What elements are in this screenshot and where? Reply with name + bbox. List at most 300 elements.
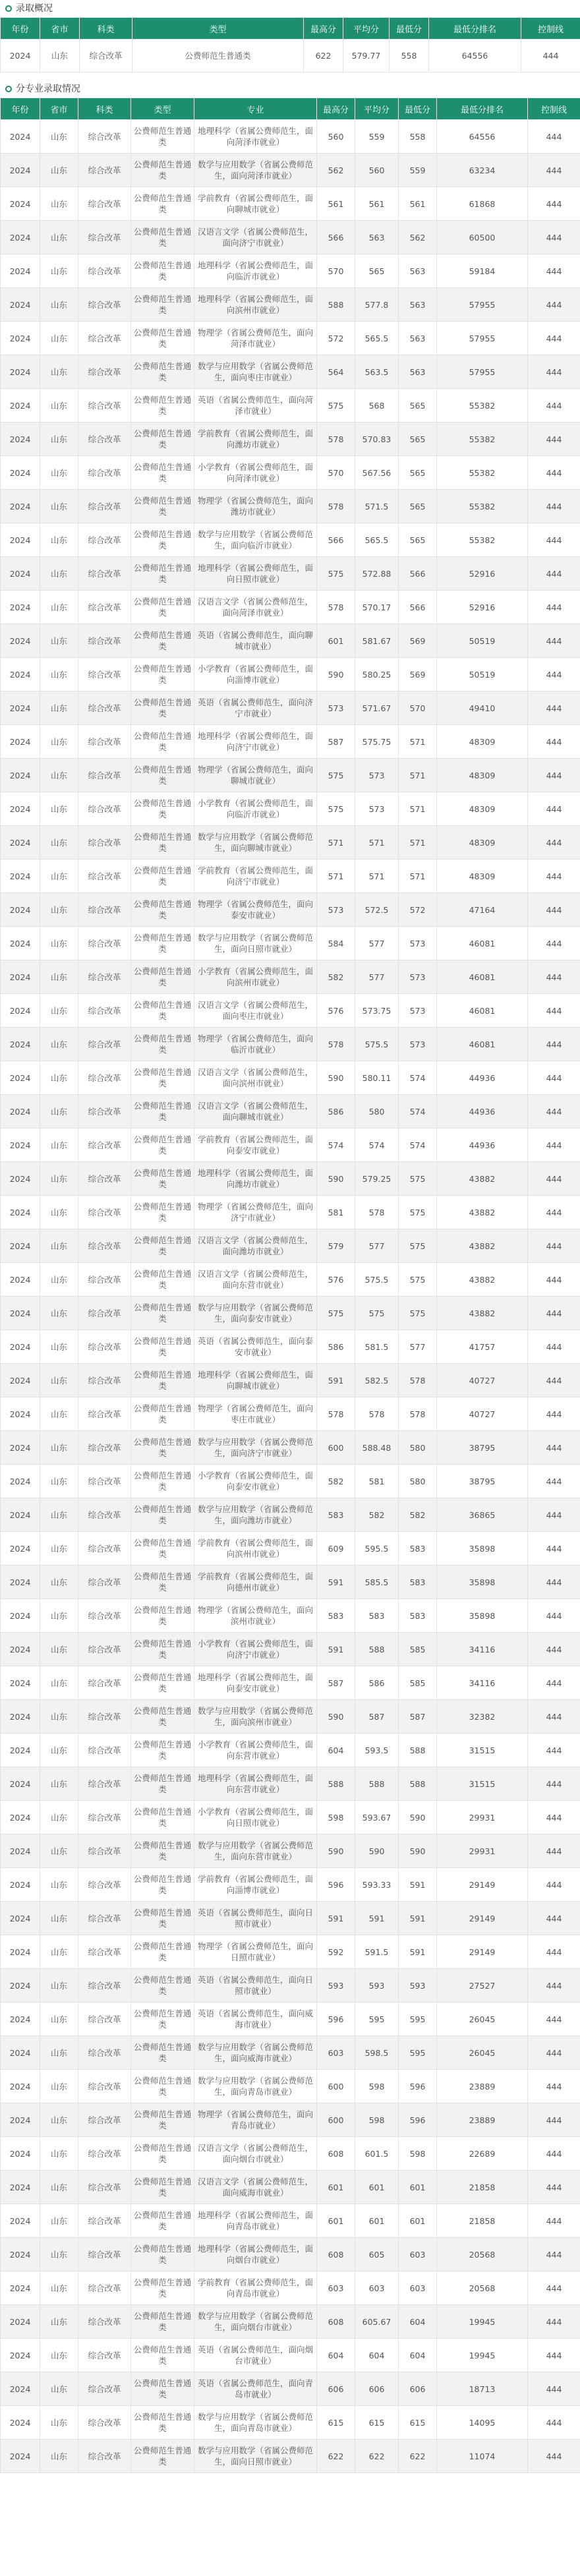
cell-max-score: 578 — [317, 1028, 355, 1061]
cell-control-line: 444 — [528, 322, 580, 355]
cell-major: 英语（省属公费师范生，面向青岛市就业） — [194, 2372, 317, 2406]
cell-province: 山东 — [40, 1196, 78, 1229]
cell-min-rank: 43882 — [437, 1263, 528, 1297]
cell-min-score: 573 — [399, 1028, 437, 1061]
cell-type: 公费师范生普通类 — [131, 2003, 194, 2036]
cell-major: 数学与应用数学（省属公费师范生，面向日照市就业） — [194, 2440, 317, 2473]
cell-min-rank: 29149 — [437, 1902, 528, 1935]
cell-type: 公费师范生普通类 — [131, 2305, 194, 2339]
cell-year: 2024 — [1, 826, 40, 860]
cell-min-rank: 57955 — [437, 355, 528, 389]
cell-min-rank: 55382 — [437, 523, 528, 557]
cell-min-score: 575 — [399, 1162, 437, 1196]
cell-province: 山东 — [40, 1128, 78, 1162]
cell-type: 公费师范生普通类 — [131, 456, 194, 490]
cell-major: 汉语言文学（省属公费师范生，面向潍坊市就业） — [194, 1229, 317, 1263]
table-row — [1, 826, 580, 860]
cell-max-score: 608 — [317, 2238, 355, 2271]
cell-major: 数学与应用数学（省属公费师范生，面向临沂市就业） — [194, 523, 317, 557]
cell-max-score: 566 — [317, 523, 355, 557]
cell-category: 综合改革 — [78, 120, 131, 154]
cell-major: 学前教育（省属公费师范生，面向聊城市就业） — [194, 187, 317, 221]
cell-avg-score: 563.5 — [355, 355, 399, 389]
cell-year: 2024 — [1, 1566, 40, 1599]
table-row — [1, 725, 580, 759]
table-row — [1, 2406, 580, 2440]
cell-min-score: 622 — [399, 2440, 437, 2473]
cell-major: 地理科学（省属公费师范生，面向临沂市就业） — [194, 254, 317, 288]
cell-province: 山东 — [40, 1599, 78, 1633]
cell-major: 数学与应用数学（省属公费师范生，面向烟台市就业） — [194, 2305, 317, 2339]
cell-category: 综合改革 — [78, 2305, 131, 2339]
cell-max-score: 584 — [317, 927, 355, 960]
cell-control-line: 444 — [528, 288, 580, 322]
cell-min-rank: 38795 — [437, 1431, 528, 1465]
cell-category: 综合改革 — [78, 389, 131, 423]
cell-max-score: 575 — [317, 1297, 355, 1330]
cell-type: 公费师范生普通类 — [131, 893, 194, 927]
cell-avg-score: 598.5 — [355, 2036, 399, 2070]
cell-max-score: 590 — [317, 658, 355, 691]
section-spacer — [0, 73, 580, 80]
column-header-province: 省市 — [40, 98, 78, 120]
cell-category: 综合改革 — [78, 1263, 131, 1297]
cell-year: 2024 — [1, 2238, 40, 2271]
cell-min-rank: 34116 — [437, 1633, 528, 1666]
cell-category: 综合改革 — [78, 322, 131, 355]
cell-type: 公费师范生普通类 — [131, 1868, 194, 1902]
column-header-category: 科类 — [78, 98, 131, 120]
table-row — [1, 221, 580, 254]
cell-major: 学前教育（省属公费师范生，面向淄博市就业） — [194, 1868, 317, 1902]
cell-category: 综合改革 — [78, 2036, 131, 2070]
cell-category: 综合改革 — [78, 221, 131, 254]
cell-min-score: 571 — [399, 725, 437, 759]
cell-year: 2024 — [1, 1633, 40, 1666]
cell-major: 学前教育（省属公费师范生，面向滨州市就业） — [194, 1532, 317, 1566]
cell-major: 地理科学（省属公费师范生，面向泰安市就业） — [194, 1666, 317, 1700]
cell-province: 山东 — [40, 40, 80, 73]
cell-year: 2024 — [1, 456, 40, 490]
cell-min-rank: 43882 — [437, 1297, 528, 1330]
cell-category: 综合改革 — [78, 1128, 131, 1162]
cell-min-score: 591 — [399, 1935, 437, 1969]
cell-control-line: 444 — [528, 1028, 580, 1061]
cell-type: 公费师范生普通类 — [131, 490, 194, 523]
cell-min-rank: 46081 — [437, 994, 528, 1028]
cell-control-line: 444 — [528, 221, 580, 254]
cell-type: 公费师范生普通类 — [131, 1465, 194, 1498]
cell-province: 山东 — [40, 1935, 78, 1969]
cell-category: 综合改革 — [78, 456, 131, 490]
cell-max-score: 622 — [304, 40, 343, 73]
cell-avg-score: 604 — [355, 2339, 399, 2372]
cell-min-score: 590 — [399, 1801, 437, 1834]
cell-province: 山东 — [40, 1801, 78, 1834]
cell-min-score: 563 — [399, 254, 437, 288]
cell-control-line: 444 — [528, 456, 580, 490]
cell-year: 2024 — [1, 2204, 40, 2238]
cell-type: 公费师范生普通类 — [131, 2339, 194, 2372]
cell-control-line: 444 — [528, 1801, 580, 1834]
cell-min-rank: 55382 — [437, 423, 528, 456]
column-header-max-score: 最高分 — [317, 98, 355, 120]
cell-major: 数学与应用数学（省属公费师范生，面向潍坊市就业） — [194, 1498, 317, 1532]
cell-year: 2024 — [1, 1229, 40, 1263]
cell-min-rank: 32382 — [437, 1700, 528, 1734]
cell-avg-score: 575.5 — [355, 1263, 399, 1297]
cell-year: 2024 — [1, 1666, 40, 1700]
cell-max-score: 608 — [317, 2305, 355, 2339]
cell-province: 山东 — [40, 2440, 78, 2473]
cell-min-rank: 41757 — [437, 1330, 528, 1364]
cell-type: 公费师范生普通类 — [131, 1700, 194, 1734]
cell-min-rank: 50519 — [437, 658, 528, 691]
cell-control-line: 444 — [528, 490, 580, 523]
cell-control-line: 444 — [528, 658, 580, 691]
cell-year: 2024 — [1, 1868, 40, 1902]
cell-max-score: 578 — [317, 423, 355, 456]
cell-province: 山东 — [40, 2238, 78, 2271]
cell-min-rank: 35898 — [437, 1532, 528, 1566]
cell-min-score: 565 — [399, 423, 437, 456]
cell-min-rank: 48309 — [437, 725, 528, 759]
cell-province: 山东 — [40, 927, 78, 960]
cell-province: 山东 — [40, 1431, 78, 1465]
cell-category: 综合改革 — [78, 893, 131, 927]
table-row — [1, 2305, 580, 2339]
cell-category: 综合改革 — [78, 254, 131, 288]
cell-type: 公费师范生普通类 — [131, 1566, 194, 1599]
cell-control-line: 444 — [528, 1061, 580, 1095]
cell-year: 2024 — [1, 994, 40, 1028]
cell-province: 山东 — [40, 759, 78, 792]
cell-control-line: 444 — [528, 1969, 580, 2003]
table-row — [1, 288, 580, 322]
cell-min-score: 604 — [399, 2339, 437, 2372]
cell-type: 公费师范生普通类 — [131, 1633, 194, 1666]
cell-min-score: 563 — [399, 355, 437, 389]
cell-max-score: 586 — [317, 1330, 355, 1364]
cell-avg-score: 601 — [355, 2204, 399, 2238]
cell-year: 2024 — [1, 1532, 40, 1566]
cell-control-line: 444 — [528, 624, 580, 658]
cell-min-score: 587 — [399, 1700, 437, 1734]
cell-province: 山东 — [40, 1969, 78, 2003]
cell-control-line: 444 — [528, 187, 580, 221]
cell-avg-score: 570.83 — [355, 423, 399, 456]
cell-avg-score: 577 — [355, 1229, 399, 1263]
cell-avg-score: 581.67 — [355, 624, 399, 658]
cell-control-line: 444 — [528, 960, 580, 994]
cell-category: 综合改革 — [78, 1196, 131, 1229]
cell-max-score: 576 — [317, 1263, 355, 1297]
cell-province: 山东 — [40, 1700, 78, 1734]
cell-min-score: 575 — [399, 1196, 437, 1229]
cell-avg-score: 606 — [355, 2372, 399, 2406]
cell-major: 地理科学（省属公费师范生，面向青岛市就业） — [194, 2204, 317, 2238]
cell-year: 2024 — [1, 254, 40, 288]
cell-year: 2024 — [1, 759, 40, 792]
cell-province: 山东 — [40, 1061, 78, 1095]
cell-major: 英语（省属公费师范生，面向聊城市就业） — [194, 624, 317, 658]
cell-province: 山东 — [40, 456, 78, 490]
table-row — [1, 2204, 580, 2238]
column-header-min-score: 最低分 — [390, 18, 429, 40]
cell-category: 综合改革 — [78, 1633, 131, 1666]
cell-category: 综合改革 — [78, 1532, 131, 1566]
cell-year: 2024 — [1, 221, 40, 254]
cell-year: 2024 — [1, 187, 40, 221]
cell-province: 山东 — [40, 1028, 78, 1061]
cell-type: 公费师范生普通类 — [131, 1061, 194, 1095]
table-row — [1, 154, 580, 187]
cell-type: 公费师范生普通类 — [131, 2036, 194, 2070]
cell-control-line: 444 — [528, 2440, 580, 2473]
cell-type: 公费师范生普通类 — [131, 1364, 194, 1397]
cell-control-line: 444 — [528, 1263, 580, 1297]
table-row — [1, 658, 580, 691]
cell-avg-score: 601 — [355, 2171, 399, 2204]
table-row — [1, 1196, 580, 1229]
cell-major: 地理科学（省属公费师范生，面向烟台市就业） — [194, 2238, 317, 2271]
table-row — [1, 860, 580, 893]
cell-max-score: 608 — [317, 2137, 355, 2171]
cell-province: 山东 — [40, 826, 78, 860]
cell-year: 2024 — [1, 860, 40, 893]
table-row — [1, 1633, 580, 1666]
cell-category: 综合改革 — [78, 1297, 131, 1330]
cell-max-score: 603 — [317, 2271, 355, 2305]
cell-category: 综合改革 — [78, 557, 131, 591]
table-row — [1, 389, 580, 423]
cell-major: 数学与应用数学（省属公费师范生，面向青岛市就业） — [194, 2070, 317, 2103]
column-header-year: 年份 — [1, 18, 40, 40]
cell-avg-score: 572.5 — [355, 893, 399, 927]
cell-min-score: 591 — [399, 1868, 437, 1902]
cell-province: 山东 — [40, 591, 78, 624]
cell-year: 2024 — [1, 1263, 40, 1297]
cell-min-score: 606 — [399, 2372, 437, 2406]
cell-avg-score: 563 — [355, 221, 399, 254]
cell-major: 物理学（省属公费师范生，面向聊城市就业） — [194, 759, 317, 792]
cell-year: 2024 — [1, 2372, 40, 2406]
cell-min-score: 571 — [399, 792, 437, 826]
cell-max-score: 591 — [317, 1566, 355, 1599]
table-row — [1, 120, 580, 154]
cell-category: 综合改革 — [78, 2137, 131, 2171]
cell-major: 地理科学（省属公费师范生，面向聊城市就业） — [194, 1364, 317, 1397]
cell-min-rank: 35898 — [437, 1599, 528, 1633]
cell-year: 2024 — [1, 1128, 40, 1162]
cell-min-rank: 26045 — [437, 2003, 528, 2036]
cell-major: 数学与应用数学（省属公费师范生，面向枣庄市就业） — [194, 355, 317, 389]
cell-control-line: 444 — [528, 1868, 580, 1902]
cell-avg-score: 575 — [355, 1297, 399, 1330]
cell-category: 综合改革 — [78, 725, 131, 759]
cell-type: 公费师范生普通类 — [131, 2372, 194, 2406]
cell-control-line: 444 — [528, 120, 580, 154]
cell-max-score: 606 — [317, 2372, 355, 2406]
cell-min-rank: 47164 — [437, 893, 528, 927]
cell-max-score: 581 — [317, 1196, 355, 1229]
cell-major: 数学与应用数学（省属公费师范生，面向聊城市就业） — [194, 826, 317, 860]
cell-province: 山东 — [40, 1229, 78, 1263]
cell-type: 公费师范生普通类 — [131, 792, 194, 826]
cell-category: 综合改革 — [78, 860, 131, 893]
cell-type: 公费师范生普通类 — [131, 2406, 194, 2440]
cell-control-line: 444 — [521, 40, 580, 73]
cell-type: 公费师范生普通类 — [131, 523, 194, 557]
table-row — [1, 1229, 580, 1263]
cell-category: 综合改革 — [78, 1330, 131, 1364]
cell-min-rank: 44936 — [437, 1095, 528, 1128]
cell-avg-score: 571 — [355, 860, 399, 893]
cell-category: 综合改革 — [78, 1364, 131, 1397]
cell-control-line: 444 — [528, 1734, 580, 1767]
cell-year: 2024 — [1, 1465, 40, 1498]
cell-control-line: 444 — [528, 1297, 580, 1330]
table-row — [1, 1767, 580, 1801]
cell-min-score: 571 — [399, 860, 437, 893]
cell-type: 公费师范生普通类 — [131, 1532, 194, 1566]
cell-min-rank: 59184 — [437, 254, 528, 288]
cell-category: 综合改革 — [78, 759, 131, 792]
cell-avg-score: 615 — [355, 2406, 399, 2440]
cell-avg-score: 582 — [355, 1498, 399, 1532]
cell-major: 地理科学（省属公费师范生，面向菏泽市就业） — [194, 120, 317, 154]
cell-year: 2024 — [1, 355, 40, 389]
cell-avg-score: 588 — [355, 1767, 399, 1801]
cell-year: 2024 — [1, 1834, 40, 1868]
table-row — [1, 322, 580, 355]
cell-min-score: 583 — [399, 1532, 437, 1566]
cell-min-rank: 23889 — [437, 2103, 528, 2137]
cell-min-score: 573 — [399, 994, 437, 1028]
cell-type: 公费师范生普通类 — [131, 1397, 194, 1431]
cell-avg-score: 568 — [355, 389, 399, 423]
cell-type: 公费师范生普通类 — [131, 1162, 194, 1196]
table-row — [1, 1061, 580, 1095]
cell-major: 数学与应用数学（省属公费师范生，面向滨州市就业） — [194, 1700, 317, 1734]
cell-category: 综合改革 — [78, 1028, 131, 1061]
cell-avg-score: 560 — [355, 154, 399, 187]
cell-max-score: 600 — [317, 2070, 355, 2103]
cell-avg-score: 567.56 — [355, 456, 399, 490]
cell-max-score: 571 — [317, 826, 355, 860]
table-row — [1, 1935, 580, 1969]
cell-province: 山东 — [40, 1095, 78, 1128]
cell-category: 综合改革 — [78, 1431, 131, 1465]
cell-avg-score: 572.88 — [355, 557, 399, 591]
cell-category: 综合改革 — [78, 1767, 131, 1801]
cell-avg-score: 595 — [355, 2003, 399, 2036]
cell-min-score: 566 — [399, 591, 437, 624]
cell-max-score: 578 — [317, 591, 355, 624]
cell-type: 公费师范生普通类 — [131, 1734, 194, 1767]
cell-year: 2024 — [1, 1196, 40, 1229]
table-row — [1, 1902, 580, 1935]
cell-min-score: 573 — [399, 927, 437, 960]
cell-avg-score: 574 — [355, 1128, 399, 1162]
cell-avg-score: 591.5 — [355, 1935, 399, 1969]
cell-province: 山东 — [40, 1364, 78, 1397]
cell-max-score: 578 — [317, 490, 355, 523]
cell-control-line: 444 — [528, 2339, 580, 2372]
cell-type: 公费师范生普通类 — [131, 557, 194, 591]
table-row — [1, 2103, 580, 2137]
cell-province: 山东 — [40, 523, 78, 557]
cell-min-rank: 18713 — [437, 2372, 528, 2406]
cell-min-score: 563 — [399, 288, 437, 322]
cell-province: 山东 — [40, 1297, 78, 1330]
cell-year: 2024 — [1, 1397, 40, 1431]
cell-control-line: 444 — [528, 1431, 580, 1465]
cell-type: 公费师范生普通类 — [131, 154, 194, 187]
table-row — [1, 254, 580, 288]
cell-category: 综合改革 — [78, 826, 131, 860]
cell-max-score: 601 — [317, 2204, 355, 2238]
cell-control-line: 444 — [528, 1330, 580, 1364]
cell-control-line: 444 — [528, 2204, 580, 2238]
cell-category: 综合改革 — [78, 691, 131, 725]
cell-avg-score: 593 — [355, 1969, 399, 2003]
cell-province: 山东 — [40, 2339, 78, 2372]
cell-min-rank: 46081 — [437, 927, 528, 960]
cell-province: 山东 — [40, 691, 78, 725]
cell-control-line: 444 — [528, 759, 580, 792]
cell-max-score: 561 — [317, 187, 355, 221]
cell-type: 公费师范生普通类 — [131, 423, 194, 456]
cell-control-line: 444 — [528, 725, 580, 759]
cell-category: 综合改革 — [78, 1801, 131, 1834]
summary-title-text: 录取概况 — [16, 3, 53, 14]
cell-min-score: 580 — [399, 1431, 437, 1465]
table-row — [1, 355, 580, 389]
cell-major: 英语（省属公费师范生，面向菏泽市就业） — [194, 389, 317, 423]
cell-min-rank: 57955 — [437, 288, 528, 322]
cell-type: 公费师范生普通类 — [131, 2238, 194, 2271]
cell-min-score: 570 — [399, 691, 437, 725]
cell-max-score: 573 — [317, 691, 355, 725]
cell-min-rank: 44936 — [437, 1061, 528, 1095]
cell-major: 英语（省属公费师范生，面向日照市就业） — [194, 1969, 317, 2003]
cell-control-line: 444 — [528, 994, 580, 1028]
cell-control-line: 444 — [528, 1364, 580, 1397]
cell-max-score: 573 — [317, 893, 355, 927]
cell-year: 2024 — [1, 288, 40, 322]
cell-type: 公费师范生普通类 — [131, 1599, 194, 1633]
cell-category: 综合改革 — [78, 2204, 131, 2238]
cell-type: 公费师范生普通类 — [131, 1498, 194, 1532]
cell-year: 2024 — [1, 624, 40, 658]
cell-min-rank: 26045 — [437, 2036, 528, 2070]
cell-major: 物理学（省属公费师范生，面向潍坊市就业） — [194, 490, 317, 523]
cell-avg-score: 582.5 — [355, 1364, 399, 1397]
cell-min-rank: 20568 — [437, 2271, 528, 2305]
column-header-max-score: 最高分 — [304, 18, 343, 40]
cell-major: 汉语言文学（省属公费师范生，面向聊城市就业） — [194, 1095, 317, 1128]
cell-min-rank: 50519 — [437, 624, 528, 658]
cell-min-score: 582 — [399, 1498, 437, 1532]
cell-year: 2024 — [1, 389, 40, 423]
table-row — [1, 1868, 580, 1902]
cell-type: 公费师范生普通类 — [131, 658, 194, 691]
cell-type: 公费师范生普通类 — [131, 2103, 194, 2137]
cell-control-line: 444 — [528, 2406, 580, 2440]
cell-max-score: 590 — [317, 1834, 355, 1868]
cell-max-score: 579 — [317, 1229, 355, 1263]
